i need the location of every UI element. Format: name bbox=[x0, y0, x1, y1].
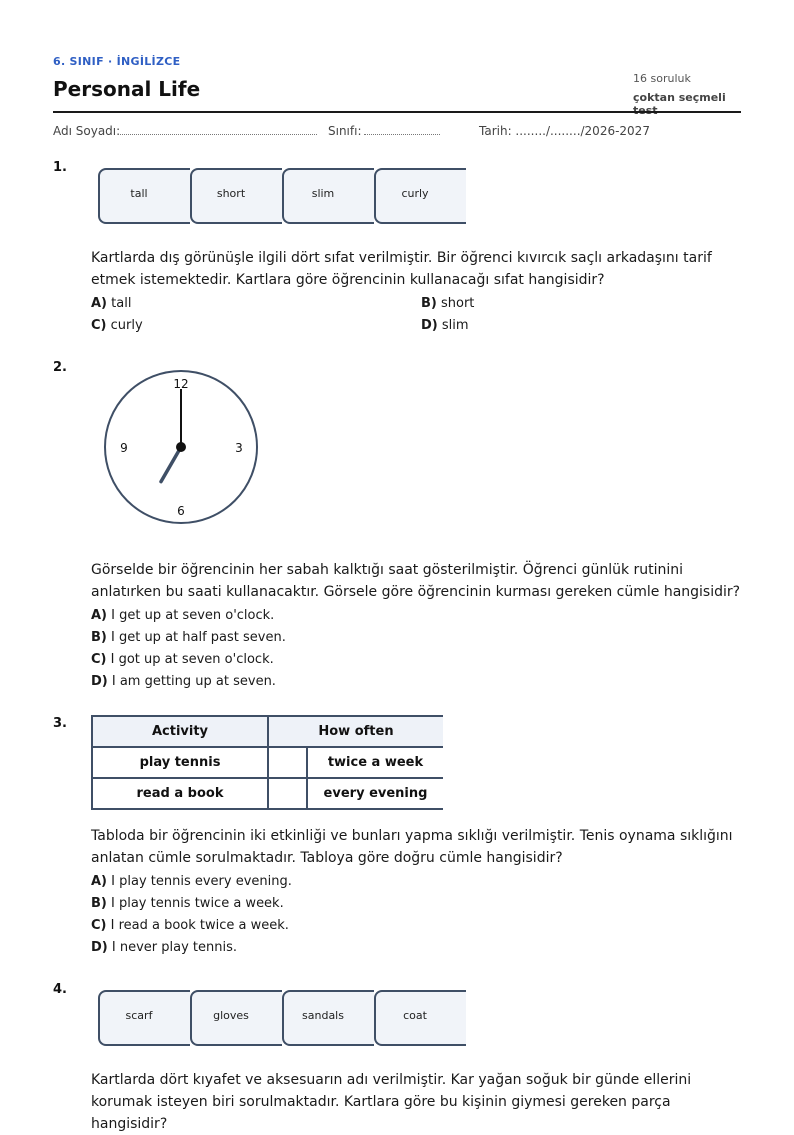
option-text: short bbox=[441, 296, 475, 311]
option-letter: A) bbox=[91, 296, 108, 311]
word-card-label: sandals bbox=[302, 1009, 344, 1022]
table-row bbox=[92, 747, 443, 778]
page-title: Personal Life bbox=[53, 77, 201, 101]
table-cell: play tennis bbox=[92, 747, 268, 778]
word-card-label: short bbox=[216, 187, 246, 200]
option-letter: A) bbox=[91, 608, 108, 623]
word-card bbox=[282, 168, 374, 224]
question-stem: Kartlarda dört kıyafet ve aksesuarın adı verilmiştir. Kar yağan soğuk bir günde ellerini korumak isteyen biri sorulmaktadır. Kartlara göre bu kişinin giymesi gereken parça hangisidir? bbox=[91, 1072, 692, 1132]
table-row bbox=[92, 778, 443, 809]
option-letter: B) bbox=[421, 296, 437, 311]
option-letter: C) bbox=[91, 318, 107, 333]
option-text: curly bbox=[110, 318, 143, 333]
table-spacer-cell bbox=[268, 778, 307, 809]
clock-label-3: 3 bbox=[235, 441, 243, 455]
option-text: I play tennis twice a week. bbox=[111, 896, 284, 911]
word-card-label: scarf bbox=[125, 1009, 153, 1022]
clock-label-6: 6 bbox=[177, 504, 185, 518]
word-card bbox=[190, 168, 282, 224]
question-number: 1. bbox=[53, 160, 67, 175]
option-d bbox=[91, 940, 237, 955]
option-letter: D) bbox=[421, 318, 438, 333]
table-cell: twice a week bbox=[307, 747, 443, 778]
table-cell: read a book bbox=[92, 778, 268, 809]
table-cell: every evening bbox=[307, 778, 443, 809]
option-c bbox=[91, 652, 274, 667]
question-count: 16 soruluk bbox=[633, 72, 691, 85]
option-letter: A) bbox=[91, 874, 108, 889]
test-type: çoktan seçmeli bbox=[633, 91, 726, 104]
option-b bbox=[421, 296, 474, 311]
word-card bbox=[98, 168, 190, 224]
word-card-label: gloves bbox=[213, 1009, 249, 1022]
question-stem: Kartlarda dış görünüşle ilgili dört sıfat verilmiştir. Bir öğrenci kıvırcık saçlı arkadaşını tarif etmek istemektedir. Kartlara göre öğrencinin kullanacağı sıfat hangisidir? bbox=[91, 250, 712, 288]
option-letter: C) bbox=[91, 652, 107, 667]
option-b bbox=[91, 630, 286, 645]
option-letter: B) bbox=[91, 630, 107, 645]
word-cards bbox=[98, 168, 470, 228]
option-letter: D) bbox=[91, 940, 108, 955]
option-c bbox=[91, 918, 289, 933]
option-text: I am getting up at seven. bbox=[111, 674, 276, 689]
frequency-table bbox=[91, 715, 443, 810]
question-stem: Tabloda bir öğrencinin iki etkinliği ve bunları yapma sıklığı verilmiştir. Tenis oynama sıklığını anlatan cümle sorulmaktadır. Tabloya göre doğru cümle hangisidir? bbox=[91, 828, 733, 866]
word-card-label: coat bbox=[403, 1009, 427, 1022]
class-blank bbox=[364, 134, 440, 135]
table-header-row bbox=[92, 716, 443, 747]
word-card-label: curly bbox=[401, 187, 429, 200]
question-stem: Görselde bir öğrencinin her sabah kalktığı saat gösterilmiştir. Öğrenci günlük rutinini anlatırken bu saati kullanacaktır. Görsele göre öğrencinin kurması gereken cümle hangisidir? bbox=[91, 562, 741, 600]
option-text: slim bbox=[441, 318, 469, 333]
option-text: I never play tennis. bbox=[111, 940, 237, 955]
class-label: Sınıfı: bbox=[328, 124, 362, 138]
option-a bbox=[91, 296, 131, 311]
question-number: 4. bbox=[53, 982, 67, 997]
option-text: I got up at seven o'clock. bbox=[110, 652, 274, 667]
clock-label-9: 9 bbox=[120, 441, 128, 455]
clock-label-12: 12 bbox=[173, 377, 189, 391]
name-blank bbox=[120, 134, 317, 135]
option-letter: B) bbox=[91, 896, 107, 911]
option-text: tall bbox=[111, 296, 132, 311]
option-letter: D) bbox=[91, 674, 108, 689]
clock-figure bbox=[104, 369, 260, 525]
word-card-label: slim bbox=[311, 187, 335, 200]
word-card bbox=[282, 990, 374, 1046]
option-a bbox=[91, 608, 274, 623]
word-card bbox=[98, 990, 190, 1046]
word-cards bbox=[98, 990, 470, 1050]
option-b bbox=[91, 896, 284, 911]
word-card bbox=[374, 990, 466, 1046]
option-text: I read a book twice a week. bbox=[110, 918, 289, 933]
question-number: 2. bbox=[53, 360, 67, 375]
word-card-label: tall bbox=[130, 187, 148, 200]
table-header: Activity bbox=[92, 716, 268, 747]
clock-center bbox=[176, 442, 186, 452]
option-d bbox=[421, 318, 469, 333]
option-letter: C) bbox=[91, 918, 107, 933]
option-text: I get up at seven o'clock. bbox=[111, 608, 275, 623]
clock-svg bbox=[104, 369, 260, 525]
option-c bbox=[91, 318, 143, 333]
option-text: I play tennis every evening. bbox=[111, 874, 292, 889]
table-header: How often bbox=[268, 716, 443, 747]
date-label: Tarih: ......../......../2026-2027 bbox=[479, 124, 650, 138]
header-divider bbox=[53, 111, 741, 113]
subject-label: 6. SINIF · İNGİLİZCE bbox=[53, 55, 181, 68]
option-d bbox=[91, 674, 276, 689]
table-spacer-cell bbox=[268, 747, 307, 778]
question-number: 3. bbox=[53, 716, 67, 731]
word-card bbox=[190, 990, 282, 1046]
option-a bbox=[91, 874, 292, 889]
name-label: Adı Soyadı: bbox=[53, 124, 121, 138]
word-card bbox=[374, 168, 466, 224]
option-text: I get up at half past seven. bbox=[111, 630, 286, 645]
